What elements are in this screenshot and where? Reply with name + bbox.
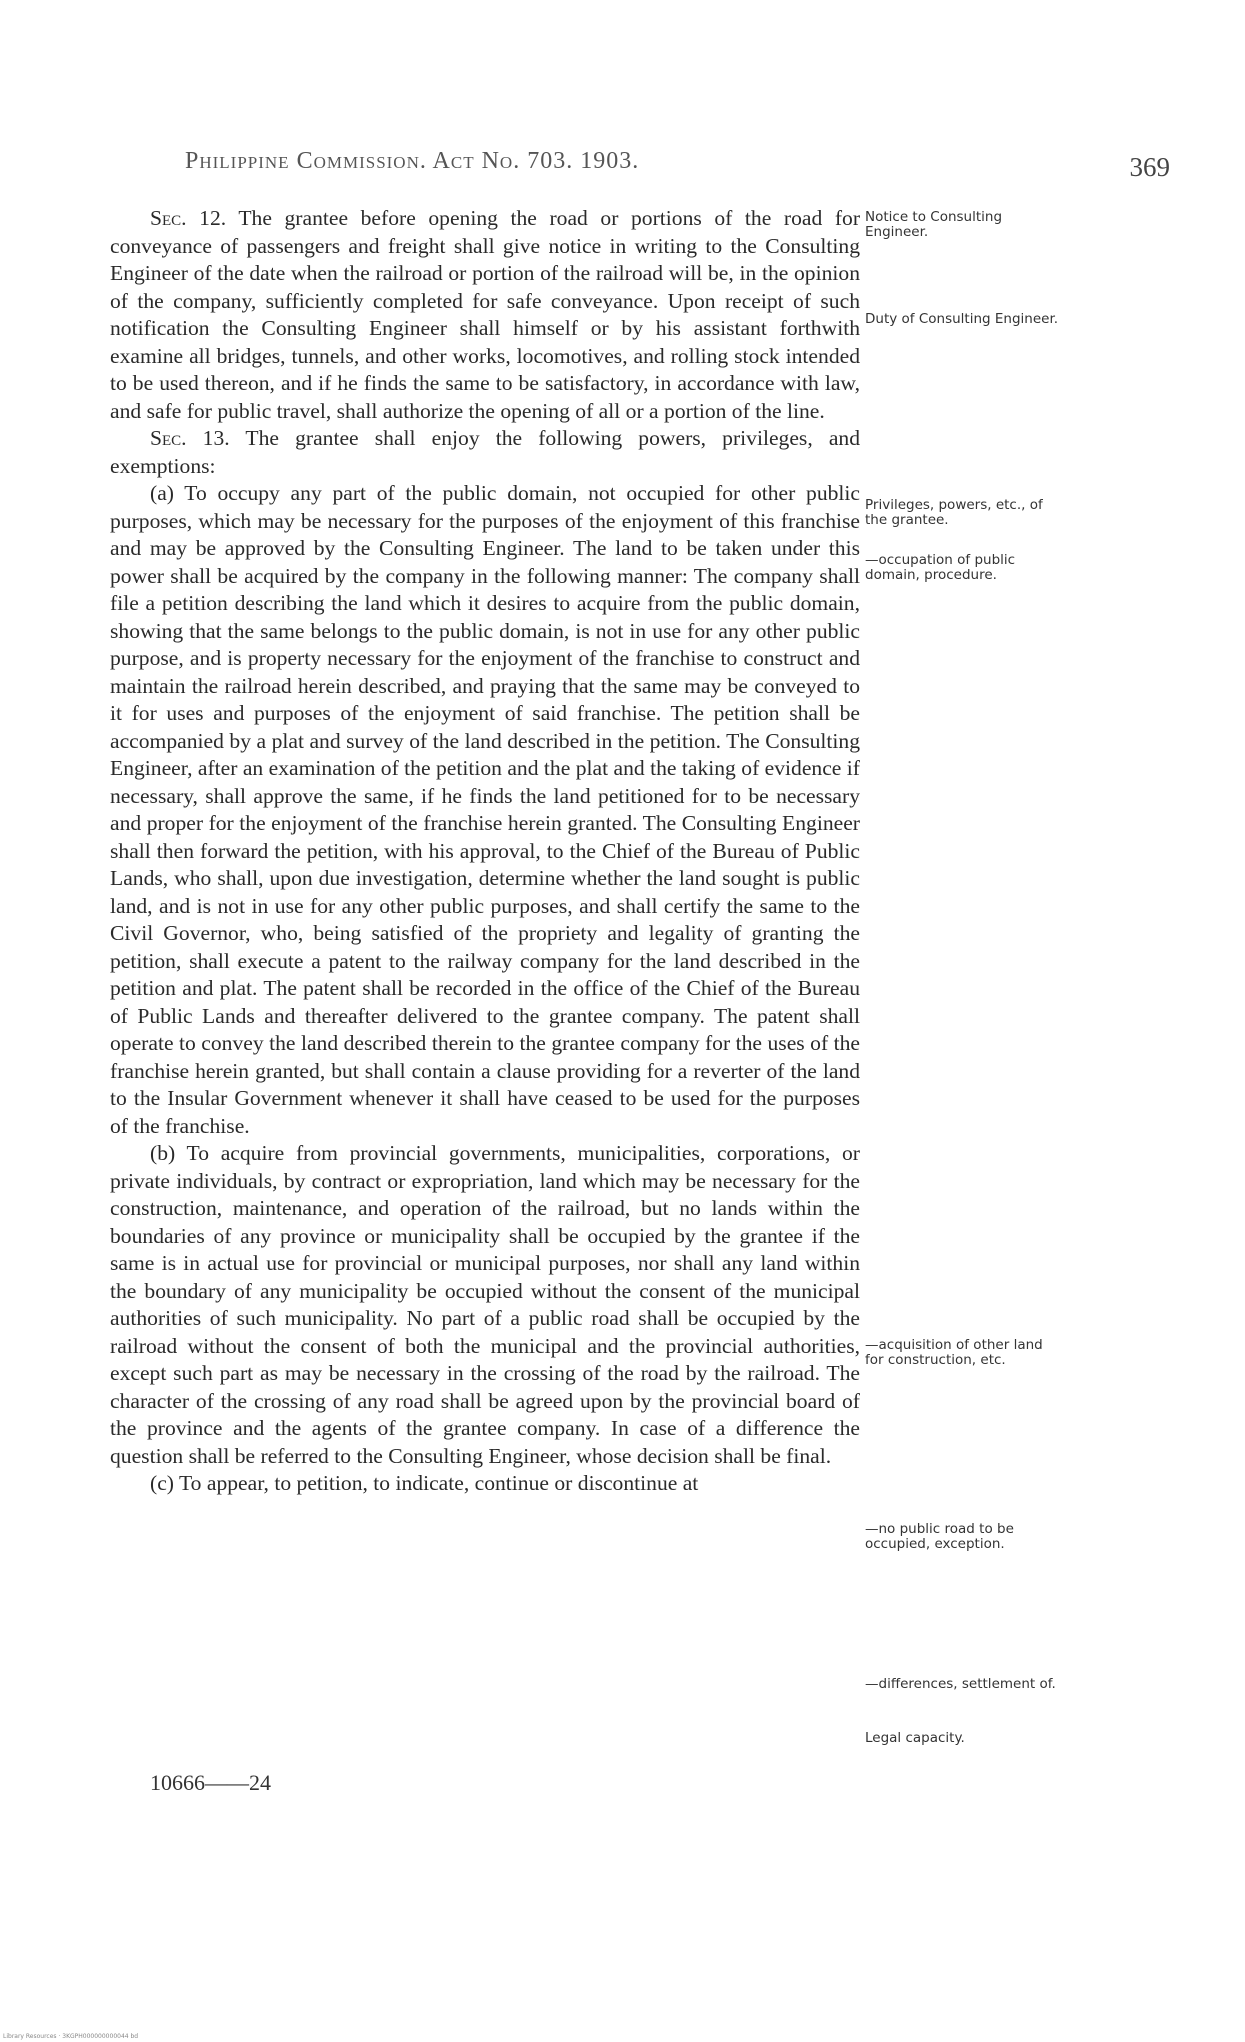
margin-note-acquisition: —acquisition of other land for construction, etc. (865, 1337, 1043, 1368)
margin-note-privileges: Privileges, powers, etc., of the grantee. (865, 497, 1043, 528)
paragraph-text: To acquire from provincial governments, municipalities, corporations, or private individuals, by contract or expropriation, land which may be necessary for the construction, maintenance, and operation of the railroad, but no lands within the boundaries of any province or municipality shall be occupied by the grantee if the same is in actual use for provincial or municipal purposes, nor shall any land within the boundary of any municipality be occupied without the consent of the municipal authorities of such municipality. No part of a public road shall be occupied by the railroad without the consent of both the municipal and the provincial authorities, except such part as may be necessary in the crossing of the road by the railroad. The character of the crossing of any road shall be agreed upon by the provincial board of the province and the agents of the grantee company. In case of a difference the question shall be referred to the Consulting Engineer, whose decision shall be final. (110, 1141, 860, 1468)
paragraph-text: To occupy any part of the public domain, not occupied for other public purposes, which may be necessary for the purposes of the enjoyment of this franchise and may be approved by the Consulting Engineer. The land to be taken under this power shall be acquired by the company in the following manner: The company shall file a petition describing the land which it desires to acquire from the public domain, showing that the same belongs to the public domain, is not in use for any other public purpose, and is property necessary for the enjoyment of the franchise to construct and maintain the railroad herein described, and praying that the same may be conveyed to it for uses and purposes of the enjoyment of said franchise. The petition shall be accompanied by a plat and survey of the land described in the petition. The Consulting Engineer, after an examination of the petition and the plat and the taking of evidence if necessary, shall approve the same, if he finds the land petitioned for to be necessary and proper for the enjoyment of the franchise herein granted. The Consulting Engineer shall then forward the petition, with his approval, to the Chief of the Bureau of Public Lands, who shall, upon due investigation, determine whether the land sought is public land, and is not in use for any other public purposes, and shall certify the same to the Civil Governor, who, being satisfied of the propriety and legality of granting the petition, shall execute a patent to the railway company for the land described in the petition and plat. The patent shall be recorded in the office of the Chief of the Bureau of Public Lands and thereafter delivered to the grantee company. The patent shall operate to convey the land described therein to the grantee company for the uses of the franchise herein granted, but shall contain a clause providing for a reverter of the land to the Insular Government whenever it shall have ceased to be used for the purposes of the franchise. (110, 481, 860, 1138)
paragraph-text: To appear, to petition, to indicate, continue or discontinue at (178, 1471, 699, 1495)
section-text: The grantee shall enjoy the following powers, privileges, and exemptions: (110, 426, 861, 478)
paragraph-label: (a) (150, 481, 174, 505)
margin-note-occupation: —occupation of public domain, procedure. (865, 552, 1016, 583)
scan-footer: Library Resources · 3KGPH000000000044 bd (3, 2033, 139, 2040)
section-label: Sec. 12. (150, 206, 227, 230)
section-label: Sec. 13. (150, 426, 230, 450)
margin-note-legal-capacity: Legal capacity. (865, 1730, 965, 1746)
margin-note-differences: —differences, settlement of. (865, 1676, 1056, 1692)
paragraph-label: (c) (150, 1471, 174, 1495)
section-12 (110, 205, 860, 425)
section-13 (110, 425, 860, 480)
margin-note-public-road: —no public road to be occupied, exception. (865, 1521, 1014, 1552)
page-header (185, 148, 1170, 188)
paragraph-c (110, 1470, 860, 1498)
body-text (110, 205, 860, 1498)
paragraph-label: (b) (150, 1141, 176, 1165)
margin-note-notice: Notice to Consulting Engineer. (865, 209, 1003, 240)
signature-mark: 10666——24 (150, 1770, 271, 1795)
paragraph-a (110, 480, 860, 1140)
running-title: Philippine Commission. Act No. 703. 1903. (185, 148, 640, 174)
paragraph-b (110, 1140, 860, 1470)
section-text: The grantee before opening the road or portions of the road for conveyance of passengers and freight shall give notice in writing to the Consulting Engineer of the date when the railroad or portion of the railroad will be, in the opinion of the company, sufficiently completed for safe conveyance. Upon receipt of such notification the Consulting Engineer shall himself or by his assistant forthwith examine all bridges, tunnels, and other works, locomotives, and rolling stock intended to be used thereon, and if he finds the same to be satisfactory, in accordance with law, and safe for public travel, shall authorize the opening of all or a portion of the line. (110, 206, 861, 423)
page-number: 369 (1129, 152, 1170, 182)
margin-note-duty: Duty of Consulting Engineer. (865, 311, 1059, 327)
